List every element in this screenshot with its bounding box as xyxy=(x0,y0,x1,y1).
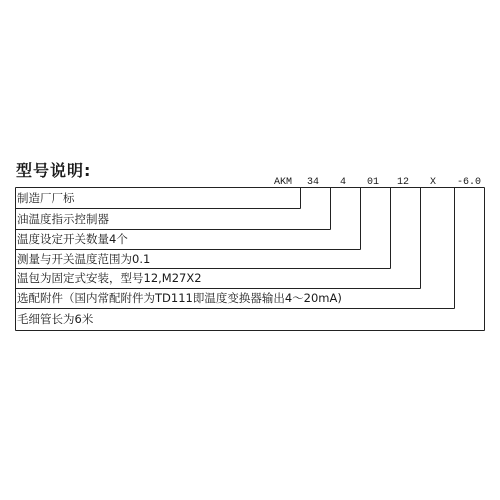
row-brand: 制造厂厂标 xyxy=(17,191,75,205)
row-temp-range: 测量与开关温度范围为0.1 xyxy=(17,252,151,266)
code-capillary-length: -6.0 xyxy=(456,177,482,188)
code-bulb-type: 12 xyxy=(396,177,410,188)
code-brand: AKM xyxy=(273,177,293,188)
row-bulb-type: 温包为固定式安装，型号12,M27X2 xyxy=(17,271,202,285)
row-capillary-length: 毛细管长为6米 xyxy=(17,312,94,326)
code-temp-range: 01 xyxy=(366,177,380,188)
code-switch-count: 4 xyxy=(339,177,347,188)
code-accessory: X xyxy=(429,177,437,188)
code-controller: 34 xyxy=(306,177,320,188)
model-description-title: 型号说明: xyxy=(16,161,92,180)
row-switch-count: 温度设定开关数量4个 xyxy=(17,232,128,246)
row-controller: 油温度指示控制器 xyxy=(17,212,109,226)
row-accessory: 选配附件（国内常配附件为TD111即温度变换器输出4～20mA) xyxy=(17,291,342,305)
